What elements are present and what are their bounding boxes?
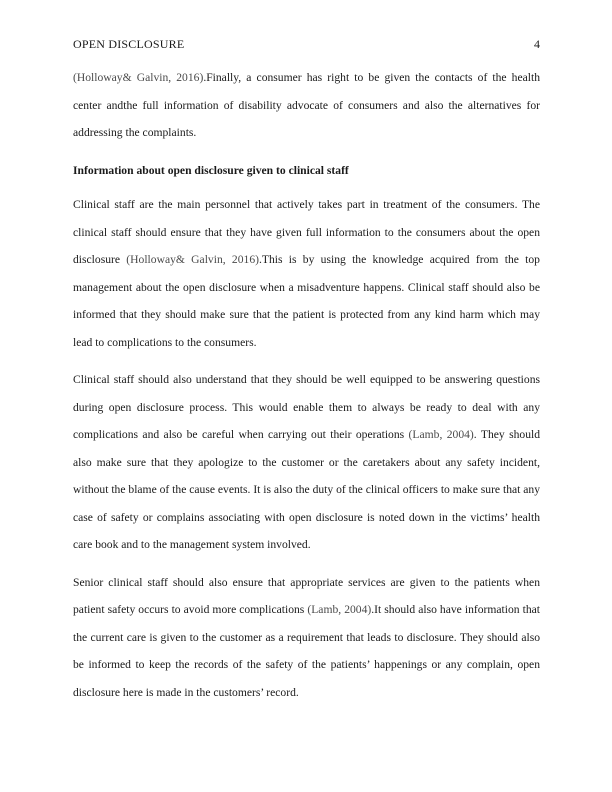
paragraph-3 (73, 366, 540, 559)
citation: (Lamb, 2004) (408, 428, 474, 441)
section-heading: Information about open disclosure given to clinical staff (73, 163, 349, 177)
running-head: OPEN DISCLOSURE (73, 37, 185, 51)
paragraph-text: .Finally, a consumer has right to be given the contacts of the health center andthe full information of disability advocate of consumers and also the alternatives for addressing the complaints. (73, 71, 540, 139)
citation: (Lamb, 2004) (307, 603, 372, 616)
paragraph-text: Clinical staff should also understand that they should be well equipped to be answering questions during open disclosure process. This would enable them to always be ready to deal with any complications and also be careful when carrying out their operations (73, 373, 540, 441)
paragraph-text: Senior clinical staff should also ensure that appropriate services are given to the patients when patient safety occurs to avoid more complications (73, 575, 540, 616)
paragraph-1 (73, 64, 540, 147)
paragraph-text: Clinical staff are the main personnel that actively takes part in treatment of the consumers. The clinical staff should ensure that they have given full information to the consumers about the open disclosure (73, 198, 540, 266)
page-header (73, 37, 540, 51)
citation: (Holloway& Galvin, 2016) (73, 71, 204, 84)
paragraph-4 (73, 569, 540, 707)
document-body (73, 64, 540, 716)
citation: (Holloway& Galvin, 2016) (126, 253, 259, 266)
paragraph-text: .This is by using the knowledge acquired from the top management about the open disclosure when a misadventure happens. Clinical staff should also be informed that they should make sure that the patient is protected from any kind harm which may lead to complications to the consumers. (73, 253, 540, 349)
paragraph-text: .It should also have information that the current care is given to the customer as a requirement that leads to disclosure. They should also be informed to keep the records of the safety of the patients’ happenings or any complain, open disclosure here is made in the customers’ record. (73, 603, 540, 699)
paragraph-2 (73, 191, 540, 356)
page-number: 4 (534, 37, 540, 51)
paragraph-text: . They should also make sure that they apologize to the customer or the caretakers about any safety incident, without the blame of the cause events. It is also the duty of the clinical officers to make sure that any case of safety or complains associating with open disclosure is noted down in the victims’ health care book and to the management system involved. (73, 428, 541, 551)
